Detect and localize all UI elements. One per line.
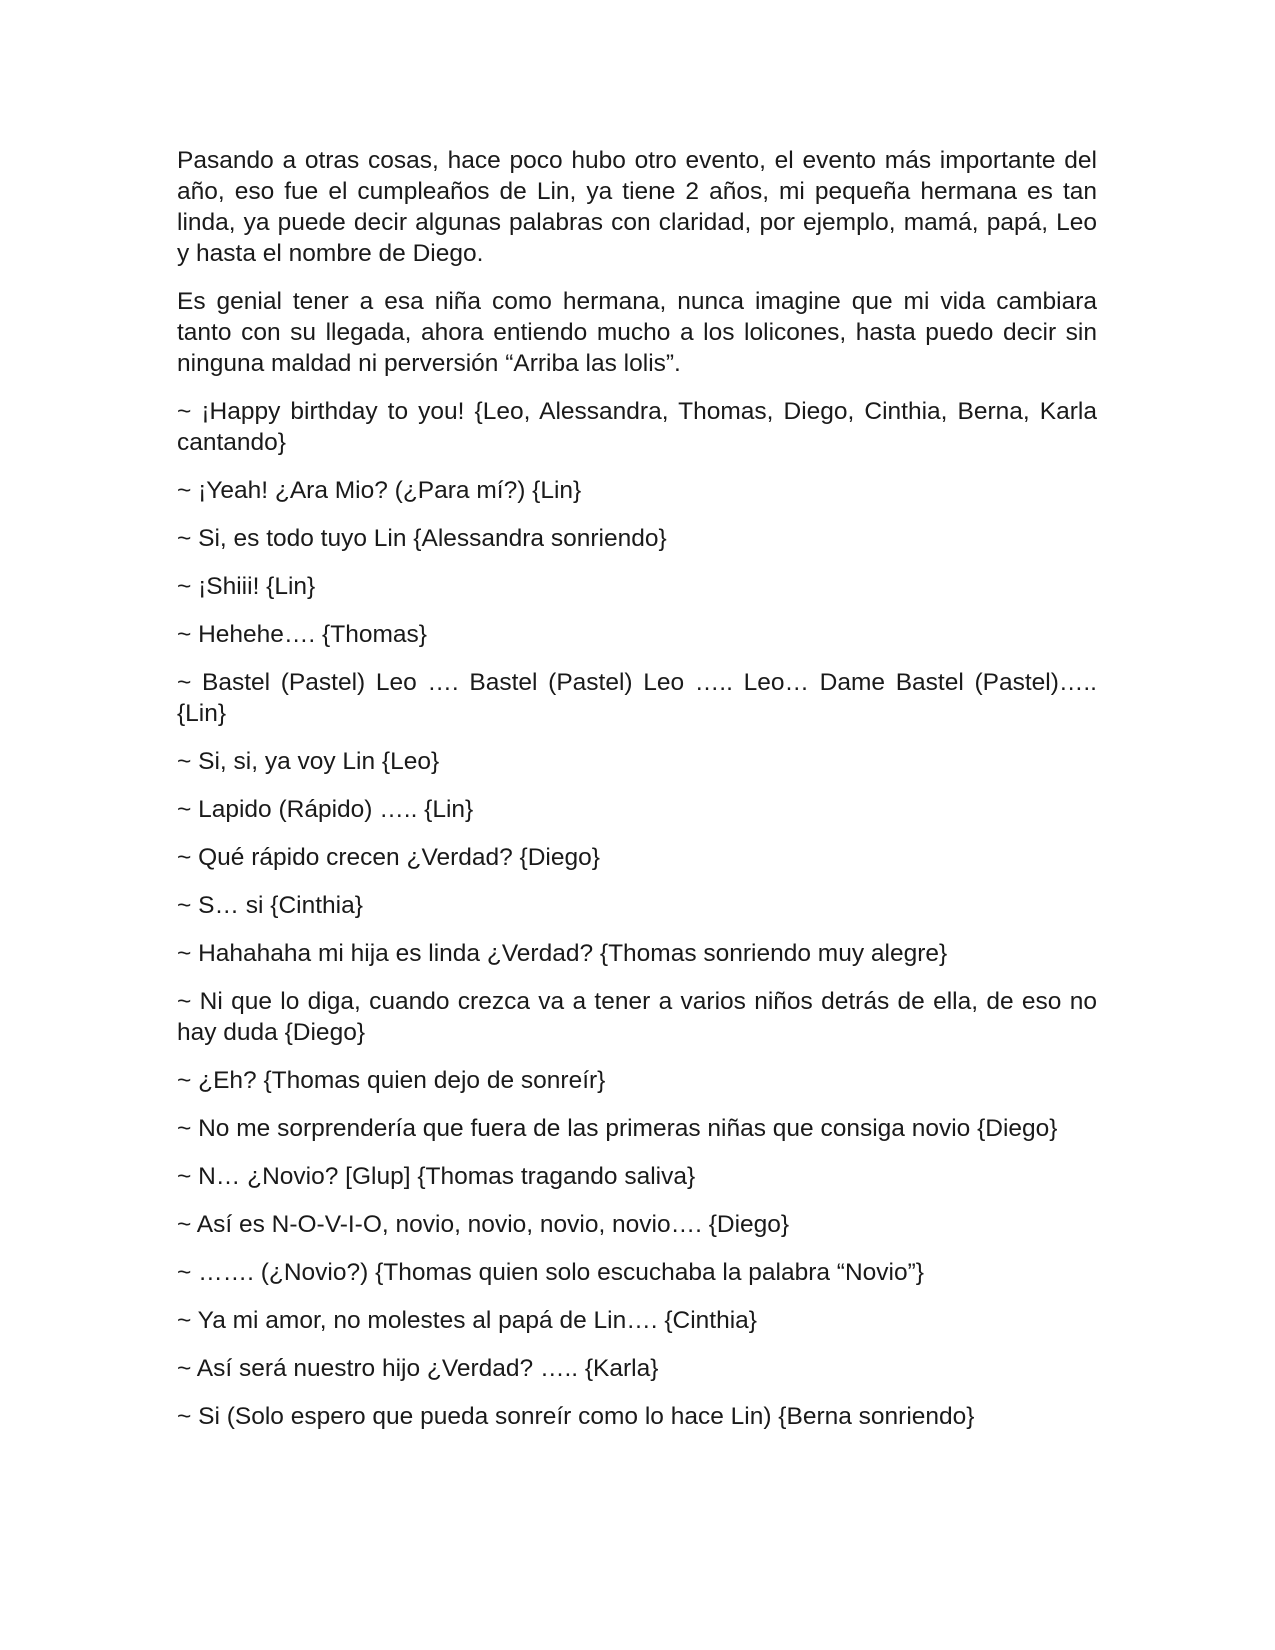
dialogue-line: ~ ¡Yeah! ¿Ara Mio? (¿Para mí?) {Lin} bbox=[177, 477, 582, 504]
dialogue-line: ~ Hehehe…. {Thomas} bbox=[177, 621, 427, 648]
dialogue-line: ~ ¡Shiii! {Lin} bbox=[177, 573, 316, 600]
paragraph: Es genial tener a esa niña como hermana, nunca imagine que mi vida cambiara tanto con su llegada, ahora entiendo mucho a los lolicones, hasta puedo decir sin ninguna maldad ni perversión “Arriba las lolis”. bbox=[177, 288, 1097, 377]
dialogue-line: ~ Si, es todo tuyo Lin {Alessandra sonriendo} bbox=[177, 525, 667, 552]
dialogue-line: ~ Ni que lo diga, cuando crezca va a tener a varios niños detrás de ella, de eso no hay duda {Diego} bbox=[177, 988, 1097, 1046]
paragraph: Pasando a otras cosas, hace poco hubo otro evento, el evento más importante del año, eso fue el cumpleaños de Lin, ya tiene 2 años, mi pequeña hermana es tan linda, ya puede decir algunas palabras con claridad, por ejemplo, mamá, papá, Leo y hasta el nombre de Diego. bbox=[177, 147, 1097, 267]
dialogue-line: ~ S… si {Cinthia} bbox=[177, 892, 363, 919]
dialogue-line: ~ No me sorprendería que fuera de las primeras niñas que consiga novio {Diego} bbox=[177, 1115, 1058, 1142]
dialogue-line: ~ ¿Eh? {Thomas quien dejo de sonreír} bbox=[177, 1067, 606, 1094]
dialogue-line: ~ Qué rápido crecen ¿Verdad? {Diego} bbox=[177, 844, 600, 871]
dialogue-line: ~ Hahahaha mi hija es linda ¿Verdad? {Thomas sonriendo muy alegre} bbox=[177, 940, 948, 967]
dialogue-line: ~ Así es N-O-V-I-O, novio, novio, novio, novio…. {Diego} bbox=[177, 1211, 790, 1238]
dialogue-line: ~ N… ¿Novio? [Glup] {Thomas tragando saliva} bbox=[177, 1163, 696, 1190]
dialogue-line: ~ Si (Solo espero que pueda sonreír como lo hace Lin) {Berna sonriendo} bbox=[177, 1403, 975, 1430]
dialogue-line: ~ Ya mi amor, no molestes al papá de Lin…. {Cinthia} bbox=[177, 1307, 757, 1334]
dialogue-line: ~ ¡Happy birthday to you! {Leo, Alessandra, Thomas, Diego, Cinthia, Berna, Karla cantando} bbox=[177, 398, 1097, 456]
dialogue-line: ~ Así será nuestro hijo ¿Verdad? ….. {Karla} bbox=[177, 1355, 659, 1382]
dialogue-line: ~ ……. (¿Novio?) {Thomas quien solo escuchaba la palabra “Novio”} bbox=[177, 1259, 924, 1286]
document-page bbox=[177, 145, 1097, 1449]
dialogue-line: ~ Lapido (Rápido) ….. {Lin} bbox=[177, 796, 474, 823]
dialogue-line: ~ Si, si, ya voy Lin {Leo} bbox=[177, 748, 440, 775]
dialogue-line: ~ Bastel (Pastel) Leo …. Bastel (Pastel) Leo ….. Leo… Dame Bastel (Pastel)….. {Lin} bbox=[177, 669, 1097, 727]
